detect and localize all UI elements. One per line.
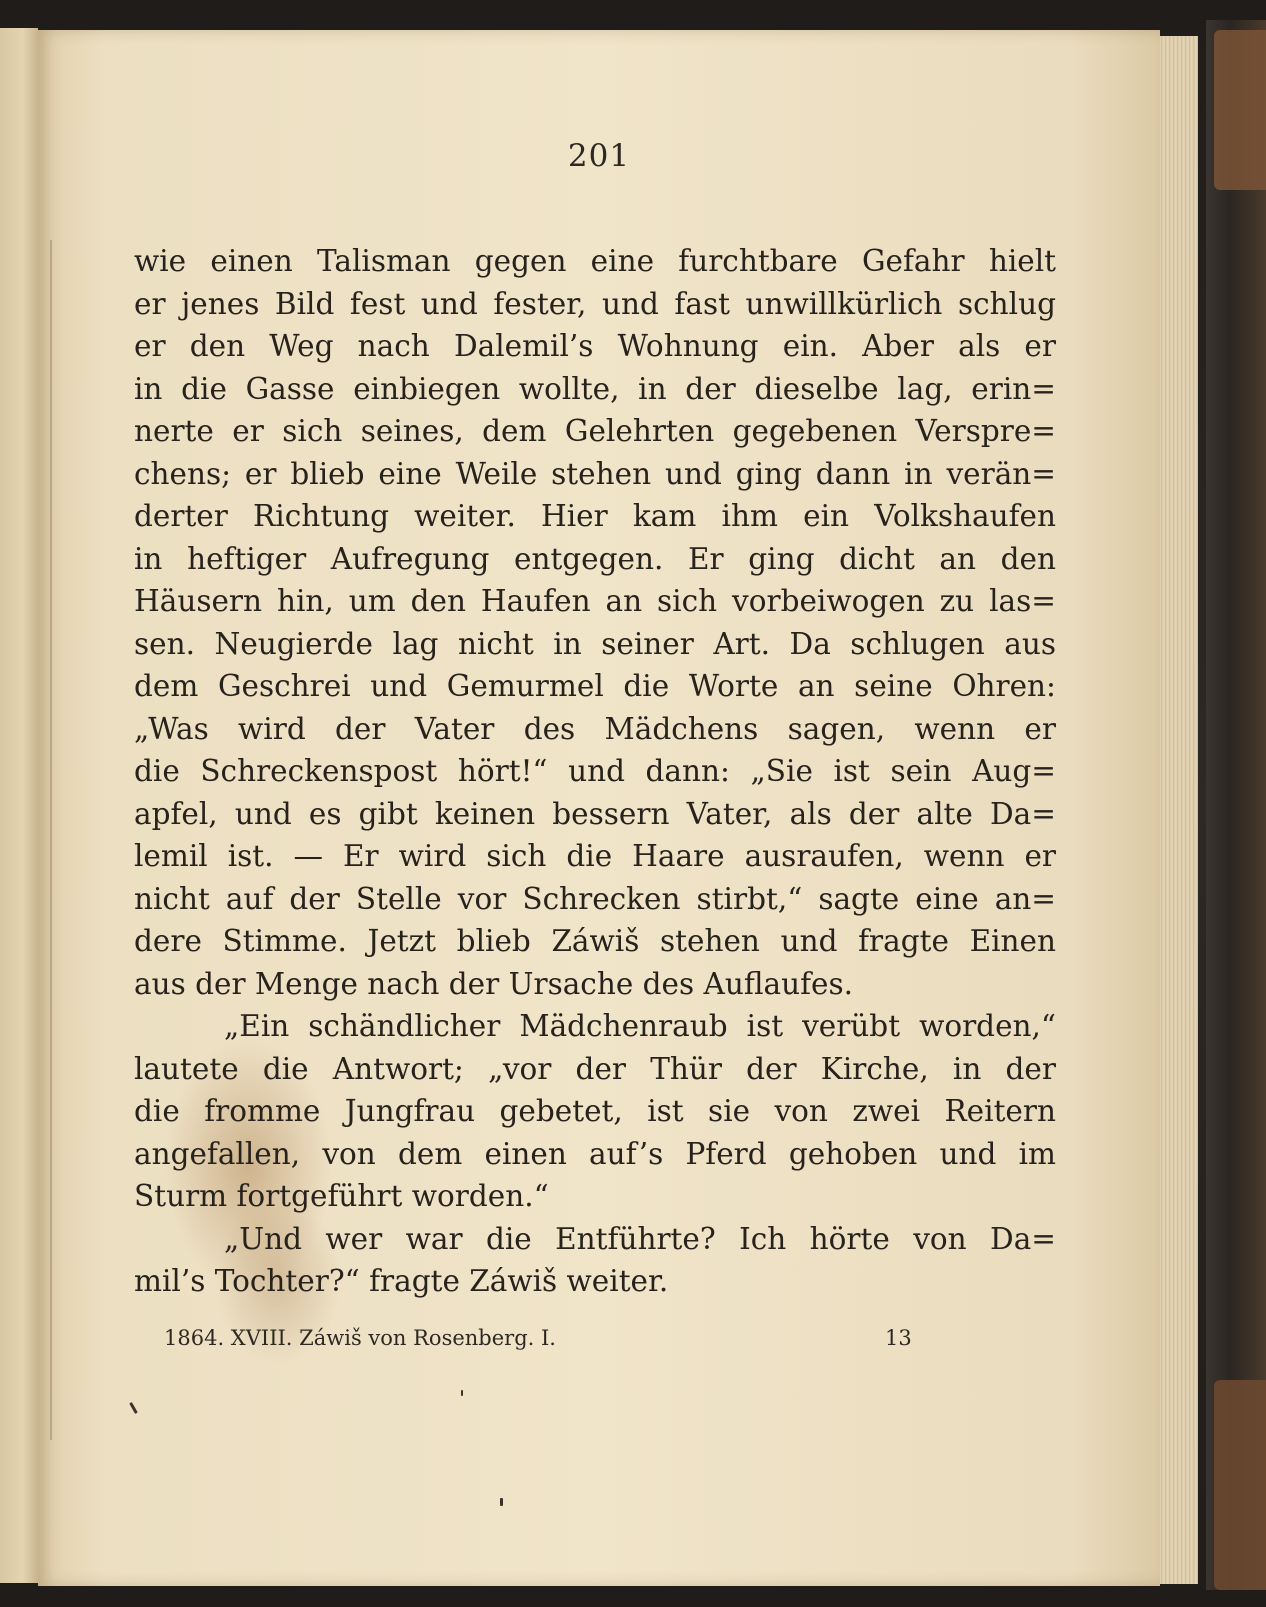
leather-corner-bottom [1214,1380,1266,1590]
text-line: nicht auf der Stelle vor Schrecken stirbt,“ sagte eine an= [134,881,1056,916]
text-line: er jenes Bild fest und fester, und fast unwillkürlich schlug [134,286,1056,321]
text-line: „Was wird der Vater des Mädchens sagen, wenn er [134,711,1056,746]
text-line: mil’s Tochter?“ fragte Záwiš weiter. [134,1264,669,1298]
page-stack-edges [1158,36,1198,1584]
text-line: die Schreckenspost hört!“ und dann: „Sie ist sein Aug= [134,754,1056,788]
body-text [134,240,1056,1303]
gutter-line [50,240,52,1440]
leather-corner-top [1214,30,1266,190]
text-line: chens; er blieb eine Weile stehen und ging dann in verän= [134,456,1056,491]
text-line: Häusern hin, um den Haufen an sich vorbeiwogen zu las= [134,584,1056,618]
paper-speck [461,1390,463,1396]
text-line: angefallen, von dem einen auf’s Pferd gehoben und im [134,1136,1056,1171]
text-line: Sturm fortgeführt worden.“ [134,1179,549,1213]
text-line: dem Geschrei und Gemurmel die Worte an seine Ohren: [134,669,1056,703]
text-line: dere Stimme. Jetzt blieb Záwiš stehen und fragte Einen [134,924,1056,958]
book-page [38,30,1160,1586]
previous-page-edge [0,28,38,1583]
signature-line: 1864. XVIII. Záwiš von Rosenberg. I. [164,1326,556,1350]
text-line: apfel, und es gibt keinen bessern Vater, als der alte Da= [134,796,1056,831]
page-number: 201 [567,138,631,174]
text-line: „Ein schändlicher Mädchenraub ist verübt worden,“ [224,1009,1056,1043]
text-line: sen. Neugierde lag nicht in seiner Art. Da schlugen aus [134,626,1056,661]
text-line: nerte er sich seines, dem Gelehrten gegebenen Verspre= [134,414,1056,448]
sheet-signature: 13 [885,1326,912,1350]
text-line: wie einen Talisman gegen eine furchtbare Gefahr hielt [134,244,1056,278]
text-line: lemil ist. — Er wird sich die Haare ausraufen, wenn er [134,839,1056,873]
text-line: aus der Menge nach der Ursache des Auflaufes. [134,966,853,1001]
text-line: lautete die Antwort; „vor der Thür der Kirche, in der [134,1051,1056,1086]
text-line: in die Gasse einbiegen wollte, in der dieselbe lag, erin= [134,371,1056,406]
book-cover-edge [1206,20,1266,1590]
paper-speck [500,1498,503,1506]
text-line: „Und wer war die Entführte? Ich hörte von Da= [224,1221,1056,1256]
paper-speck [129,1402,138,1414]
text-line: die fromme Jungfrau gebetet, ist sie von zwei Reitern [134,1094,1056,1128]
text-line: in heftiger Aufregung entgegen. Er ging dicht an den [134,541,1056,576]
text-line: er den Weg nach Dalemil’s Wohnung ein. Aber als er [134,329,1056,363]
text-line: derter Richtung weiter. Hier kam ihm ein Volkshaufen [134,499,1056,533]
